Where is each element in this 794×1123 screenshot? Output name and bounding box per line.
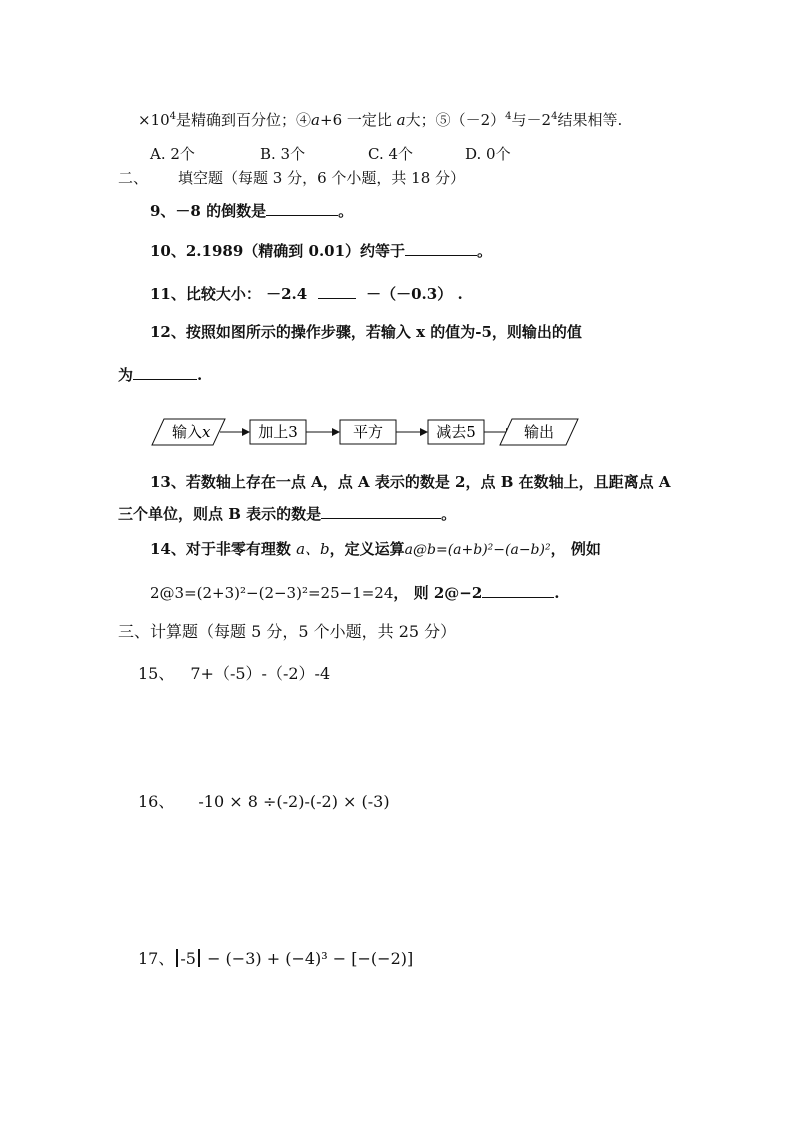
option-d: D. 0个 (465, 145, 511, 163)
question-number: 16、 (138, 792, 175, 811)
step-square-box (340, 420, 396, 444)
output-label: 输出 (523, 423, 555, 441)
option-c: C. 4个 (368, 145, 414, 163)
question-number: 15、 (138, 664, 175, 683)
section-title: 三、计算题（每题 5 分，5 个小题，共 25 分） (118, 622, 457, 641)
text: ×10 (138, 111, 170, 129)
input-box (152, 419, 225, 445)
question-9 (150, 200, 353, 221)
question-12 (150, 322, 582, 342)
variable: a (396, 111, 406, 129)
text: ， 则 2@−2 (393, 584, 483, 602)
question-text: 为 (118, 366, 134, 384)
step-subtract-box (428, 420, 484, 444)
question-number: 17、 (138, 949, 175, 968)
text: 结果相等. (557, 111, 623, 129)
question-text: 10、2.1989（精确到 0.01）约等于 (150, 242, 406, 260)
option-a: A. 2个 (150, 145, 195, 163)
abs-bar-left (176, 949, 178, 967)
question-13 (150, 472, 670, 492)
answer-blank[interactable] (318, 283, 356, 299)
question-13-cont (118, 503, 456, 524)
text: . (197, 366, 203, 384)
variables: a、b (296, 540, 330, 558)
question-16 (138, 792, 390, 812)
text: . (457, 285, 463, 303)
formula: a@b=(a+b)²−(a−b)² (404, 542, 551, 558)
step-subtract-label: 减去5 (436, 423, 476, 441)
output-box (500, 419, 578, 445)
text: 。 (338, 202, 354, 220)
text: ，定义运算 (329, 540, 405, 558)
option-b: B. 3个 (260, 145, 306, 163)
question-15 (138, 664, 330, 684)
question-17 (138, 949, 413, 969)
text: 是精确到百分位；④ (176, 111, 312, 129)
answer-blank[interactable] (266, 200, 338, 216)
abs-bar-right (198, 949, 200, 967)
compare-right: －（－0.3） (366, 285, 453, 303)
text: 与－2 (511, 111, 552, 129)
text: 。 (441, 505, 457, 523)
question-10 (150, 240, 492, 261)
section-number: 二、 (118, 169, 149, 187)
flowchart (150, 412, 590, 452)
text: 大；⑤（－2） (405, 111, 506, 129)
question-text: 三个单位，则点 B 表示的数是 (118, 505, 322, 523)
step-add-box (250, 420, 306, 444)
section-title: 填空题（每题 3 分，6 个小题，共 18 分） (178, 169, 466, 187)
question-text: 12、按照如图所示的操作步骤，若输入 x 的值为-5，则输出的值 (150, 323, 582, 341)
answer-blank[interactable] (405, 240, 477, 256)
answer-blank[interactable] (321, 503, 441, 519)
question-text: 9、－8 的倒数是 (150, 202, 267, 220)
text: . (554, 584, 560, 602)
abs-value: -5 (180, 949, 196, 968)
section-2-heading (118, 168, 465, 188)
expression: -10 × 8 ÷(-2)-(-2) × (-3) (198, 792, 390, 811)
input-label: 输入 (172, 423, 203, 441)
superscript: 4 (551, 111, 558, 122)
superscript: 4 (505, 111, 512, 122)
question-text: 11、比较大小： (150, 285, 261, 303)
text: 。 (477, 242, 493, 260)
superscript: 4 (169, 111, 177, 122)
text: +6 一定比 (320, 111, 392, 129)
text: ， 例如 (550, 540, 601, 558)
expression: − (−3) + (−4)³ − [−(−2)] (207, 949, 414, 968)
question-12-cont (118, 364, 202, 385)
example-formula: 2@3=(2+3)²−(2−3)²=25−1=24 (150, 584, 394, 602)
top-line (138, 110, 622, 130)
expression: 7+（-5）-（-2）-4 (190, 664, 331, 683)
question-text: 13、若数轴上存在一点 A，点 A 表示的数是 2，点 B 在数轴上，且距离点 A (150, 473, 671, 491)
question-text: 14、对于非零有理数 (150, 540, 291, 558)
answer-options (150, 144, 511, 164)
section-3-heading (118, 622, 456, 642)
question-14 (150, 539, 601, 560)
input-variable: x (202, 423, 211, 441)
variable: a (311, 111, 320, 129)
answer-blank[interactable] (133, 364, 197, 380)
step-add-label: 加上3 (258, 423, 298, 441)
question-11 (150, 283, 463, 304)
answer-blank[interactable] (482, 582, 554, 598)
question-14-cont (150, 582, 560, 603)
step-square-label: 平方 (352, 423, 384, 441)
compare-left: －2.4 (266, 285, 308, 303)
